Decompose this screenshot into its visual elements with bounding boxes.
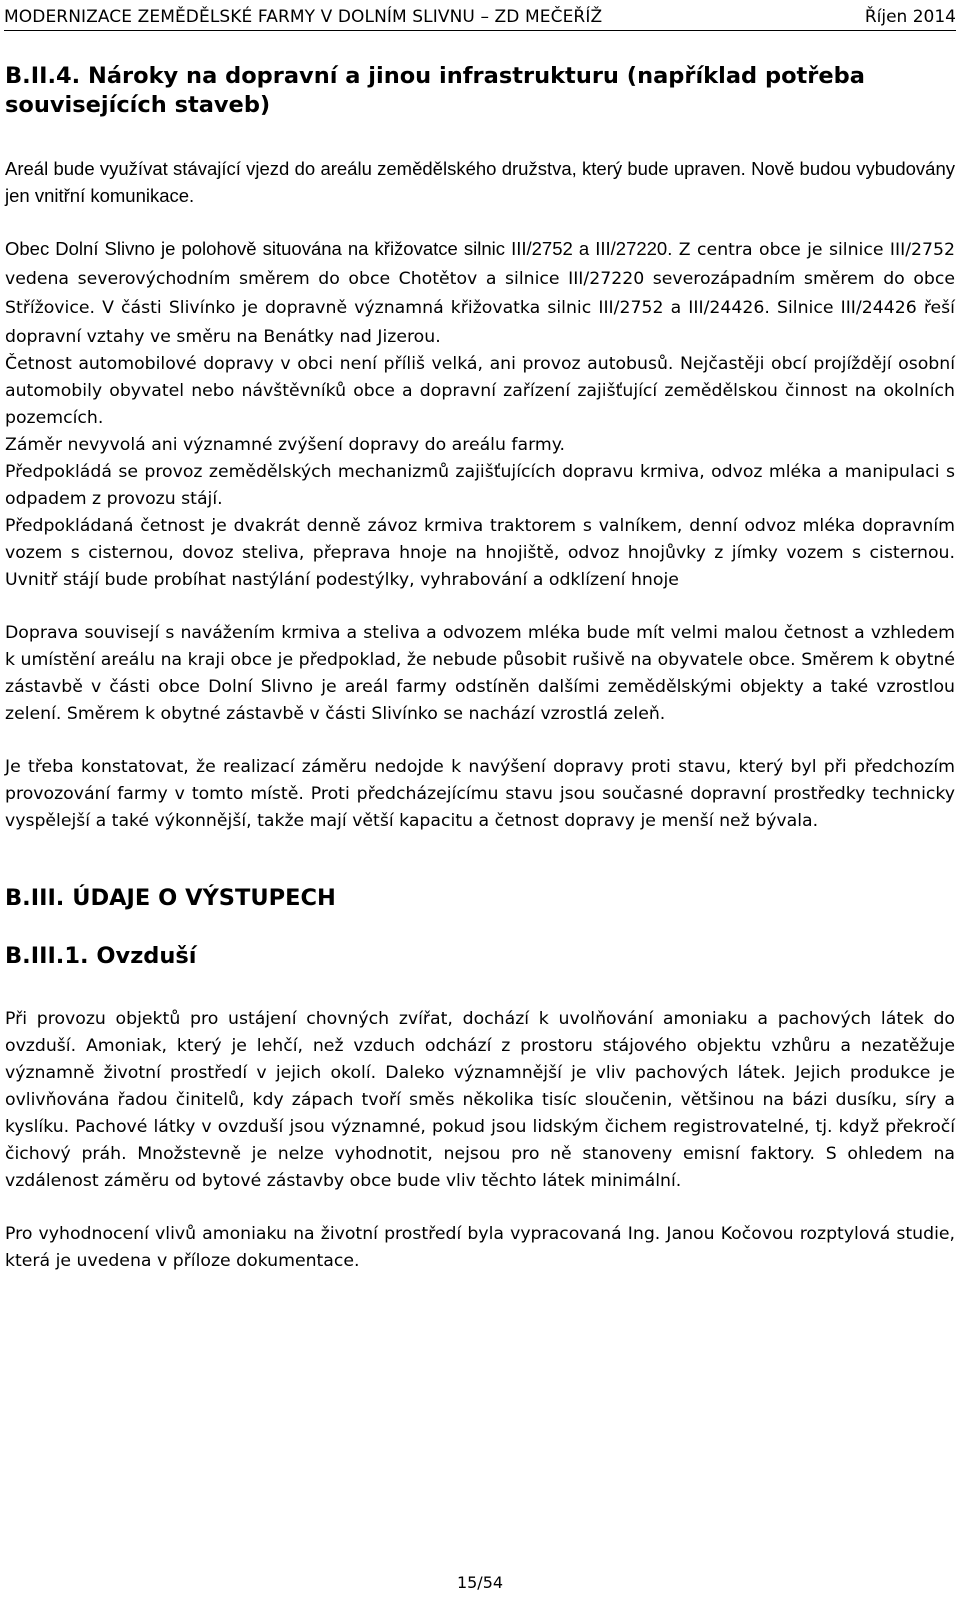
paragraph-mechanisms: Předpokládá se provoz zemědělských mechanizmů zajišťujících dopravu krmiva, odvoz mléka a manipulaci s odpadem z provozu stájí. — [5, 462, 955, 509]
header-date: Říjen 2014 — [864, 7, 956, 27]
paragraph-expected-frequency: Předpokládaná četnost je dvakrát denně závoz krmiva traktorem s valníkem, denní odvoz mléka dopravním vozem s cisternou, dovoz steliva, přeprava hnoje na hnojiště, odvoz hnojůvky z jímky vozem s cisternou. Uvnitř stájí bude probíhat nastýlání podestýlky, vyhrabování a odklízení hnoje — [5, 516, 955, 590]
paragraph-conclusion: Je třeba konstatovat, že realizací záměru nedojde k navýšení dopravy proti stavu, který byl při předchozím provozování farmy v tomto místě. Proti předcházejícímu stavu jsou současné dopravní prostředky technicky vyspělejší a také výkonnější, takže mají větší kapacitu a četnost dopravy je menší než bývala. — [5, 757, 955, 831]
paragraph-location-part-2: Z centra obce je silnice III/2752 vedena severovýchodním směrem do obce Chotětov a silnice III/27220 severozápadním směrem do obce Střížovice. V části Slivínko je dopravně významná křižovatka silnic III/2752 a III/24426. Silnice III/24426 řeší dopravní vztahy ve směru na Benátky nad Jizerou. — [5, 240, 955, 347]
paragraph-access: Areál bude využívat stávající vjezd do areálu zemědělského družstva, který bude upraven. Nově budou vybudovány jen vnitřní komunikace. — [5, 158, 955, 206]
page-header — [4, 4, 956, 31]
document-body — [5, 62, 955, 1275]
heading-b3: B.III. ÚDAJE O VÝSTUPECH — [5, 885, 336, 911]
paragraph-location-part-1: Obec Dolní Slivno je polohově situována na křižovatce silnic III/2752 a III/27220. — [5, 238, 673, 259]
paragraph-traffic-frequency: Četnost automobilové dopravy v obci není příliš velká, ani provoz autobusů. Nejčastěji obcí projíždějí osobní automobily obyvatel nebo návštěvníků obce a dopravní zařízení zajišťující zemědělskou činnost na okolních pozemcích. — [5, 354, 955, 428]
header-title: MODERNIZACE ZEMĚDĚLSKÉ FARMY V DOLNÍM SLIVNU – ZD MEČEŘÍŽ — [4, 7, 603, 27]
paragraph-transport-impact: Doprava souvisejí s navážením krmiva a steliva a odvozem mléka bude mít velmi malou četnost a vzhledem k umístění areálu na kraji obce je předpoklad, že nebude působit rušivě na obyvatele obce. Směrem k obytné zástavbě v části obce Dolní Slivno je areál farmy odstíněn dalšími zemědělskými objekty a také vzrostlou zelení. Směrem k obytné zástavbě v části Slivínko se nachází vzrostlá zeleň. — [5, 623, 955, 724]
paragraph-air-emissions: Při provozu objektů pro ustájení chovných zvířat, dochází k uvolňování amoniaku a pachových látek do ovzduší. Amoniak, který je lehčí, než vzduch odchází z prostoru stájového objektu vzhůru a nezatěžuje významně životní prostředí v jejich okolí. Daleko významnější je vliv pachových látek. Jejich produkce je ovlivňována řadou činitelů, kdy zápach tvoří směs několika tisíc sloučenin, většinou na bázi dusíku, síry a kyslíku. Pachové látky v ovzduší jsou významné, pokud jsou lidským čichem registrovatelné, tj. když překročí čichový práh. Množstevně je nelze vyhodnotit, nejsou pro ně stanoveny emisní faktory. S ohledem na vzdálenost záměru od bytové zástavby obce bude vliv těchto látek minimální. — [5, 1009, 955, 1191]
paragraph-dispersion-study: Pro vyhodnocení vlivů amoniaku na životní prostředí byla vypracovaná Ing. Janou Kočovou rozptylová studie, která je uvedena v příloze dokumentace. — [5, 1224, 955, 1271]
paragraph-location — [5, 235, 955, 351]
heading-b2-4: B.II.4. Nároky na dopravní a jinou infrastrukturu (například potřeba souvisejících staveb) — [5, 63, 865, 118]
heading-b3-1: B.III.1. Ovzduší — [5, 943, 197, 969]
paragraph-no-increase: Záměr nevyvolá ani významné zvýšení dopravy do areálu farmy. — [5, 435, 565, 455]
page-number: 15/54 — [456, 1573, 504, 1592]
